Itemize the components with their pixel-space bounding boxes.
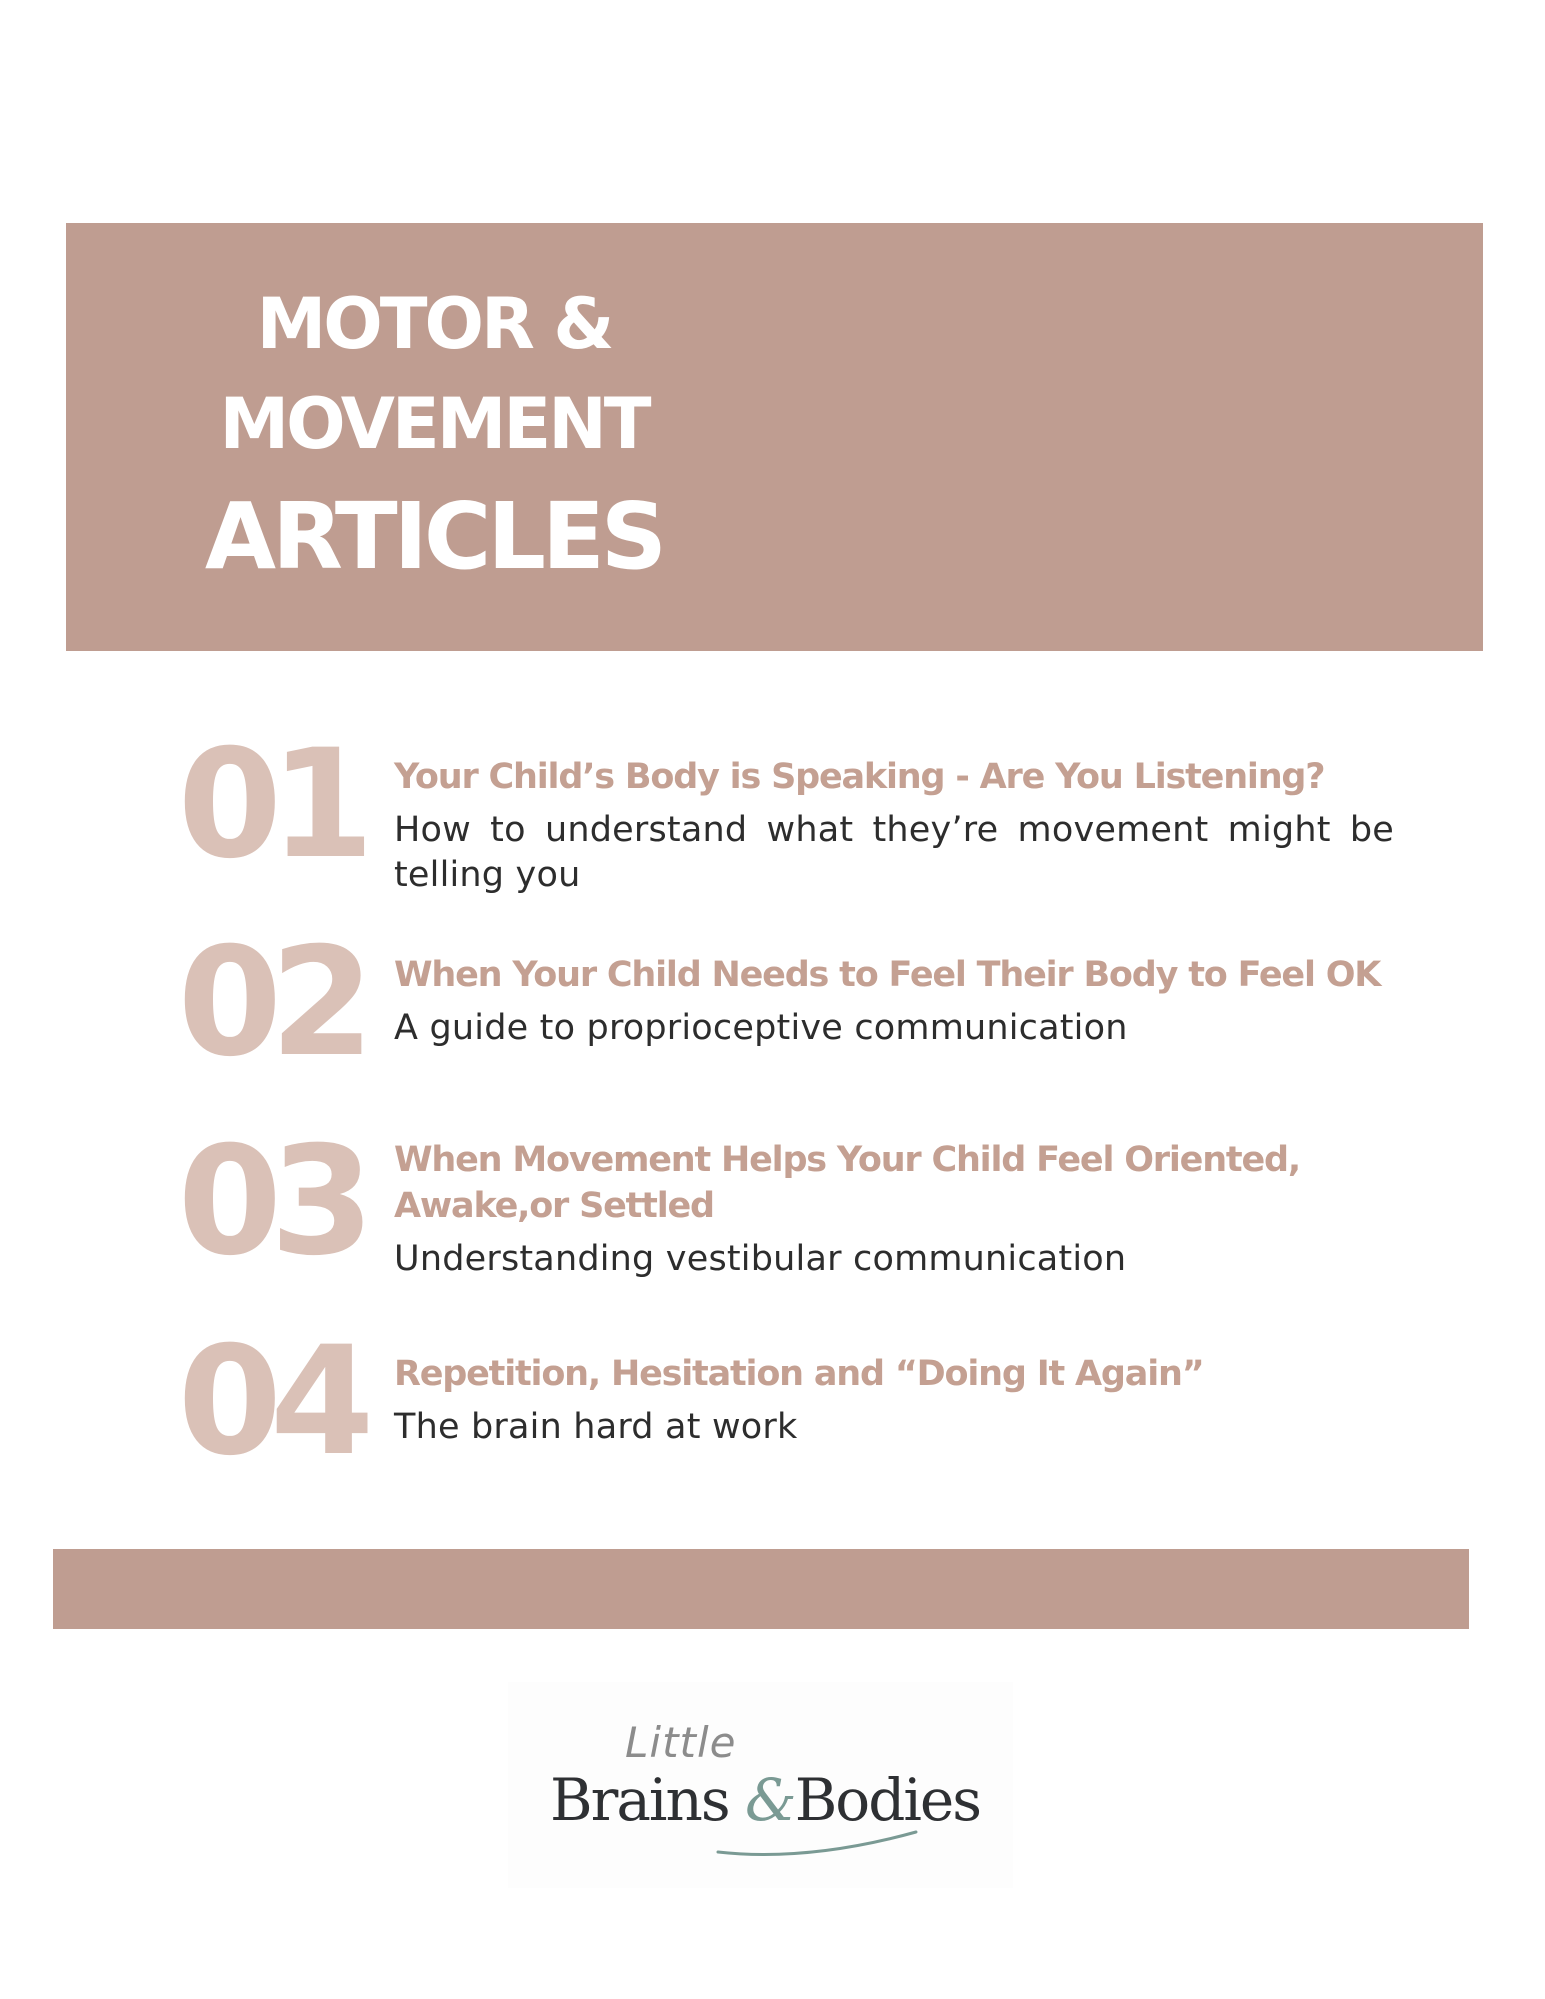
header-band <box>66 223 1483 651</box>
page-title-line2: MOVEMENT <box>219 383 649 465</box>
brand-logo <box>508 1682 1013 1888</box>
article-subtitle: A guide to proprioceptive communication <box>394 1008 1128 1048</box>
article-number: 04 <box>177 1315 363 1489</box>
page-title-line3: ARTICLES <box>204 483 664 590</box>
article-title[interactable]: Your Child’s Body is Speaking - Are You Listening? <box>394 757 1325 797</box>
article-title[interactable]: When Movement Helps Your Child Feel Oriented, Awake,or Settled <box>394 1140 1300 1226</box>
footer-band <box>53 1549 1469 1629</box>
logo-little-text: Little <box>625 1718 737 1767</box>
article-number: 01 <box>177 718 363 892</box>
article-subtitle: The brain hard at work <box>394 1407 798 1447</box>
logo-word-brains: Brains <box>550 1766 729 1834</box>
page-title-line1: MOTOR & <box>256 283 612 365</box>
logo-ampersand: & <box>745 1766 795 1834</box>
article-number: 02 <box>177 916 363 1090</box>
article-subtitle: Understanding vestibular communication <box>394 1239 1127 1279</box>
article-number: 03 <box>177 1115 363 1289</box>
article-title[interactable]: Repetition, Hesitation and “Doing It Again” <box>394 1354 1204 1394</box>
article-subtitle: How to understand what they’re movement might be telling you <box>394 810 1394 895</box>
logo-swoosh-icon <box>508 1682 1013 1888</box>
article-title[interactable]: When Your Child Needs to Feel Their Body to Feel OK <box>394 955 1381 995</box>
logo-word-bodies: Bodies <box>794 1766 980 1834</box>
